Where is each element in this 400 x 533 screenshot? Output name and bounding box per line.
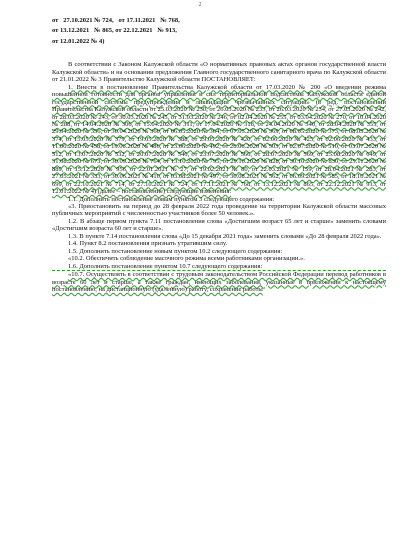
item-1-6-quote: «10.7. Осуществлять в соответствии с трудовым законодательством Российской Федерации перевод работников в возрасте 60 лет и старше, а также граждан, имеющих заболевания, указанные в приложении к настоящему постановлению, на дистанционную (удаленную) работу, сохранение работы bbox=[52, 271, 386, 293]
item-1-3: 1.3. В пункте 7.14 постановления слова «До 15 декабря 2021 года» заменить словами «До 28 февраля 2022 года». bbox=[68, 232, 382, 240]
item-1-1-quote: «3. Приостановить на период до 28 февраля 2022 года проведение на территории Калужской области массовых публичных мероприятий с численностью участников более 50 человек.». bbox=[52, 202, 386, 218]
item-1-6: 1.6. Дополнить постановление пунктом 10.7 следующего содержания: bbox=[52, 263, 386, 271]
item-1-5: 1.5. Дополнить постановление новым пунктом 10.2 следующего содержания: bbox=[68, 247, 283, 255]
item-1-2: 1.2. В абзаце первом пункта 7.11 постановления слова «Достигшим возраст 65 лет и старше» заменить словами «Достигшим возраста 60 лет и старше». bbox=[52, 217, 386, 233]
header-line-3: от 12.01.2022 № 4) bbox=[52, 37, 105, 45]
item-1-5-quote: «10.2. Обеспечить соблюдение масочного режима всеми работниками организации.». bbox=[68, 255, 305, 263]
page-number: 2 bbox=[198, 2, 202, 8]
header-line-2: от 13.12.2021 № 865, от 22.12.2021 № 913, bbox=[52, 27, 177, 35]
item-1-1: 1.1. Дополнить постановление новым пунктом 3 следующего содержания: bbox=[68, 195, 275, 203]
item-1-4: 1.4. Пункт 8.2 постановления признать утратившим силу. bbox=[68, 240, 228, 248]
intro-paragraph: В соответствии с Законом Калужской области «О нормативных правовых актах органов государственной власти Калужской области» и на основании предложения Главного государственного санитарного врача по Калужской области от 21.01.2022 № 3 Правительство Калужской области ПОСТАНОВЛЯЕТ: bbox=[52, 61, 386, 84]
item-1-paragraph: 1. Внести в постановление Правительства Калужской области от 17.03.2020 № 200 «О введении режима повышенной готовности для органов управления и сил территориальной подсистемы Калужской области единой государственной системы предупреждения и ликвидации чрезвычайных ситуаций» (в ред. постановлений Правительства Калужской области от 25.03.2020 № 230, от 26.03.2020 № 233, от 26.03.2020 № 234, от 27.03.2020 № 242, от 28.03.2020 № 243, от 30.03.2020 № 245, от 31.03.2020 № 246, от 02.04.2020 № 255, от 03.04.2020 № 270, от 10.04.2020 № 288, от 14.04.2020 № 306, от 15.04.2020 № 311, от 17.04.2020 № 318, от 24.04.2020 № 340, от 28.04.2020 № 355, от 29.04.2020 № 356, от 30.04.2020 № 360, от 06.05.2020 № 364, от 07.05.2020 № 369, от 08.05.2020 № 373, от 08.05.2020 № 374, от 15.05.2020 № 379, от 19.05.2020 № 388, от 29.05.2020 № 420, от 02.06.2020 № 425, от 02.06.2020 № 433, от 11.06.2020 № 458, от 19.06.2020 № 486, от 23.06.2020 № 492, от 26.06.2020 № 503, от 02.07.2020 № 510, от 03.07.2020 № 512, от 13.07.2020 № 532, от 20.07.2020 № 546, от 23.07.2020 № 566, от 28.07.2020 № 569, от 25.08.2020 № 649, от 31.08.2020 № 673, от 30.09.2020 № 764, от 13.10.2020 № 795, от 29.10.2020 № 828, от 30.10.2020 № 830, от 25.11.2020 № 889, от 15.12.2020 № 956, от 22.01.2021 № 27, от 19.02.2021 № 80, от 22.03.2021 № 159, от 28.04.2021 № 283, от 27.05.2021 № 333, от 30.06.2021 № 410, от 03.08.2021 № 497, от 30.08.2021 № 562, от 06.09.2021 № 585, от 18.10.2021 № 699, от 22.10.2021 № 714, от 27.10.2021 № 724, от 17.11.2021 № 768, от 13.12.2021 № 865, от 22.12.2021 № 913, от 12.01.2022 № 4) (далее – постановление) следующие изменения: bbox=[52, 83, 386, 196]
header-line-1: от 27.10.2021 № 724, от 17.11.2021 № 768, bbox=[52, 17, 180, 24]
